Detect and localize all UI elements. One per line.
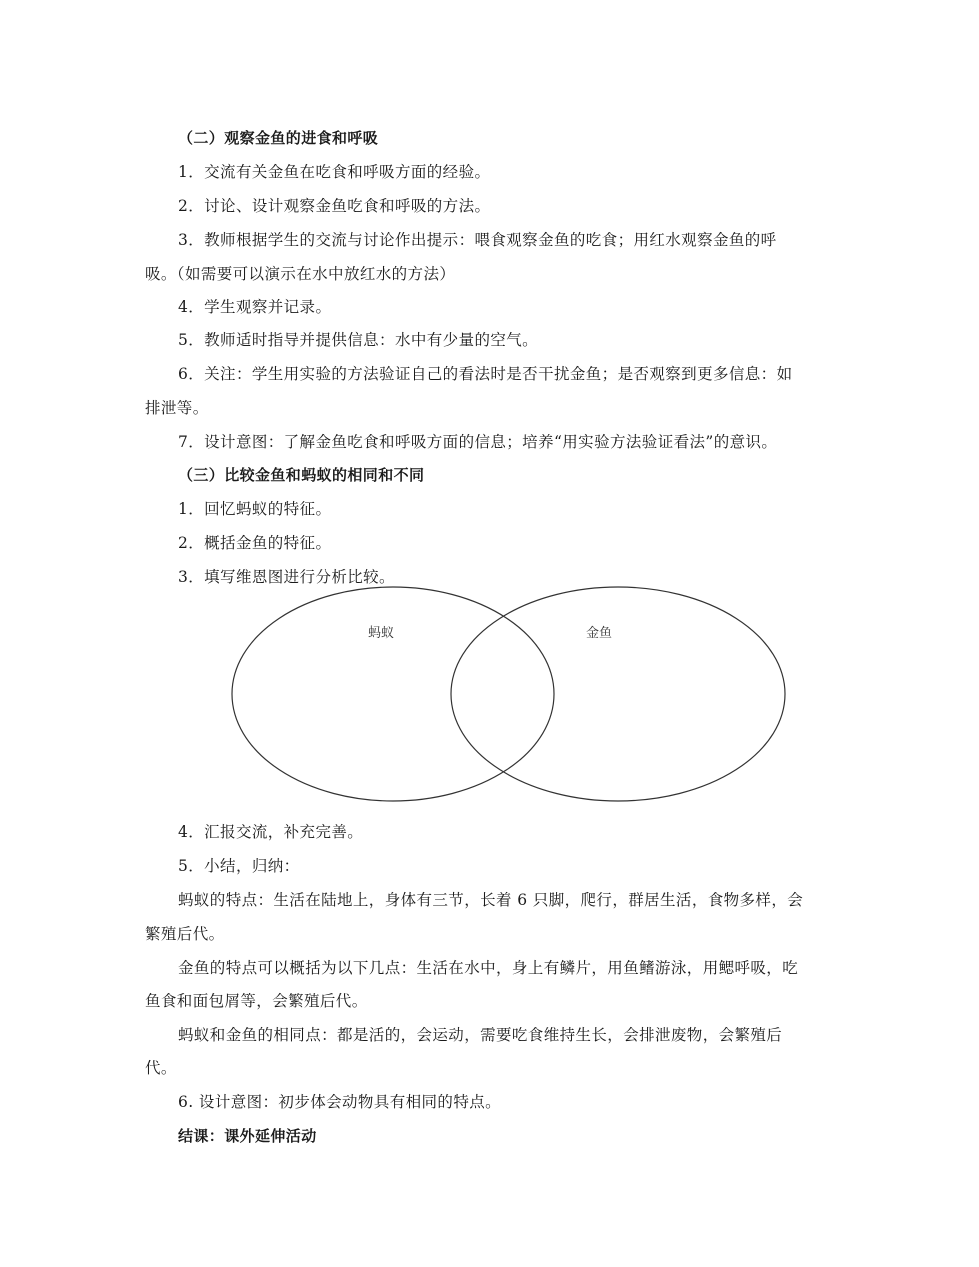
list-item: 2．概括金鱼的特征。 [178, 534, 332, 552]
paragraph-line: 蚂蚁和金鱼的相同点：都是活的，会运动，需要吃食维持生长，会排泄废物，会繁殖后 [178, 1026, 783, 1044]
list-item: 6. 设计意图：初步体会动物具有相同的特点。 [178, 1093, 502, 1111]
list-item: 3．填写维恩图进行分析比较。 [178, 568, 395, 586]
venn-circle-ant [232, 587, 554, 801]
list-item: 5．教师适时指导并提供信息：水中有少量的空气。 [178, 331, 539, 349]
venn-label-goldfish: 金鱼 [586, 626, 613, 641]
list-item: 7．设计意图：了解金鱼吃食和呼吸方面的信息；培养“用实验方法验证看法”的意识。 [178, 433, 778, 451]
paragraph-line: 鱼食和面包屑等，会繁殖后代。 [145, 992, 368, 1010]
list-item: 5．小结，归纳： [178, 857, 300, 875]
venn-diagram [222, 580, 797, 812]
section-heading-compare: （三）比较金鱼和蚂蚁的相同和不同 [178, 466, 425, 484]
closing-heading: 结课：课外延伸活动 [178, 1127, 317, 1145]
list-item-continuation: 排泄等。 [145, 399, 209, 417]
paragraph-line: 代。 [145, 1059, 177, 1077]
list-item: 1．交流有关金鱼在吃食和呼吸方面的经验。 [178, 163, 491, 181]
paragraph-line: 蚂蚁的特点：生活在陆地上，身体有三节，长着 6 只脚，爬行，群居生活，食物多样，会 [178, 891, 804, 909]
list-item: 6．关注：学生用实验的方法验证自己的看法时是否干扰金鱼；是否观察到更多信息：如 [178, 365, 793, 383]
list-item: 4．汇报交流，补充完善。 [178, 823, 364, 841]
list-item: 2．讨论、设计观察金鱼吃食和呼吸的方法。 [178, 197, 491, 215]
paragraph-line: 金鱼的特点可以概括为以下几点：生活在水中，身上有鳞片，用鱼鳍游泳，用鳃呼吸，吃 [178, 959, 799, 977]
venn-circle-goldfish [451, 587, 785, 801]
list-item: 3．教师根据学生的交流与讨论作出提示：喂食观察金鱼的吃食；用红水观察金鱼的呼 [178, 231, 777, 249]
list-item-continuation: 吸。（如需要可以演示在水中放红水的方法） [145, 265, 456, 283]
venn-label-ant: 蚂蚁 [368, 626, 395, 641]
paragraph-line: 繁殖后代。 [145, 925, 225, 943]
list-item: 4．学生观察并记录。 [178, 298, 332, 316]
section-heading-observe-goldfish: （二）观察金鱼的进食和呼吸 [178, 129, 379, 147]
list-item: 1．回忆蚂蚁的特征。 [178, 500, 332, 518]
